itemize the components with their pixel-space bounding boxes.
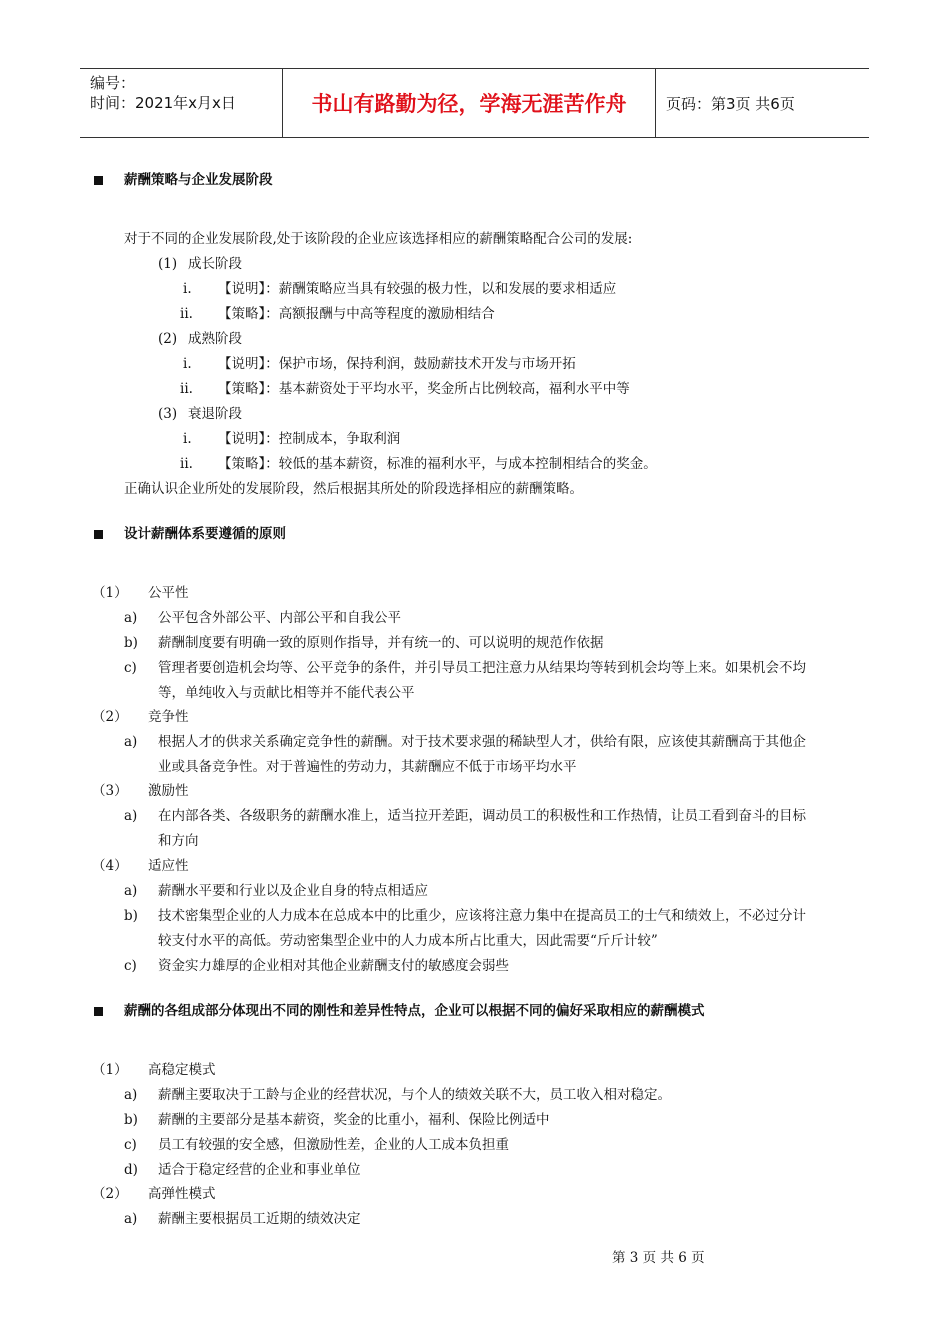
sub-item: 薪酬的主要部分是基本薪资，奖金的比重小，福利、保险比例适中 (158, 1112, 550, 1128)
page-footer: 第 3 页 共 6 页 (612, 1250, 705, 1266)
list-item: 高稳定模式 (148, 1062, 216, 1078)
sub-item: 【说明】：薪酬策略应当具有较强的极力性，以和发展的要求相适应 (218, 281, 617, 297)
list-number: (3) (158, 406, 178, 422)
list-item: 激励性 (148, 783, 189, 799)
sub-item: 【策略】：较低的基本薪资，标准的福利水平，与成本控制相结合的奖金。 (218, 456, 657, 472)
sub-marker: b) (124, 908, 138, 924)
sub-marker: i. (183, 281, 192, 297)
section-title: 薪酬的各组成部分体现出不同的刚性和差异性特点，企业可以根据不同的偏好采取相应的薪酬模式 (124, 1003, 705, 1019)
list-number: （2） (92, 1186, 128, 1202)
list-number: （3） (92, 783, 128, 799)
page-header (80, 68, 869, 138)
document-time-label: 时间：2021年x月x日 (90, 94, 236, 112)
sub-marker: ii. (180, 306, 193, 322)
list-item: 公平性 (148, 585, 189, 601)
sub-item: 适合于稳定经营的企业和事业单位 (158, 1162, 361, 1178)
list-number: （1） (92, 1062, 128, 1078)
paragraph: 正确认识企业所处的发展阶段，然后根据其所处的阶段选择相应的薪酬策略。 (124, 481, 583, 497)
document-number-label: 编号： (90, 74, 136, 92)
list-item: 成长阶段 (188, 256, 242, 272)
sub-marker: c) (124, 660, 137, 676)
sub-marker: a) (124, 1211, 138, 1227)
sub-item: 员工有较强的安全感，但激励性差，企业的人工成本负担重 (158, 1137, 509, 1153)
sub-marker: c) (124, 958, 137, 974)
sub-marker: a) (124, 1087, 138, 1103)
sub-marker: b) (124, 635, 138, 651)
list-item: 衰退阶段 (188, 406, 242, 422)
sub-item: 公平包含外部公平、内部公平和自我公平 (158, 610, 401, 626)
sub-item: 薪酬主要取决于工龄与企业的经营状况，与个人的绩效关联不大，员工收入相对稳定。 (158, 1087, 671, 1103)
sub-item: 技术密集型企业的人力成本在总成本中的比重少，应该将注意力集中在提高员工的士气和绩效上，不必过分计 (158, 908, 806, 924)
sub-item: 管理者要创造机会均等、公平竞争的条件，并引导员工把注意力从结果均等转到机会均等上来。如果机会不均 (158, 660, 806, 676)
list-number: (1) (158, 256, 178, 272)
list-item: 竞争性 (148, 709, 189, 725)
header-motto: 书山有路勤为径，学海无涯苦作舟 (283, 69, 656, 137)
section-bullet-icon (94, 176, 103, 185)
section-title: 薪酬策略与企业发展阶段 (124, 172, 273, 188)
header-page-label: 页码：第3页 共6页 (666, 94, 795, 113)
sub-item: 根据人才的供求关系确定竞争性的薪酬。对于技术要求强的稀缺型人才，供给有限，应该使其薪酬高于其他企 (158, 734, 806, 750)
sub-marker: i. (183, 431, 192, 447)
sub-item: 薪酬制度要有明确一致的原则作指导，并有统一的、可以说明的规范作依据 (158, 635, 604, 651)
list-number: (2) (158, 331, 178, 347)
list-number: （2） (92, 709, 128, 725)
sub-marker: ii. (180, 381, 193, 397)
section-bullet-icon (94, 530, 103, 539)
list-item: 适应性 (148, 858, 189, 874)
section-bullet-icon (94, 1007, 103, 1016)
sub-marker: a) (124, 883, 138, 899)
sub-item: 在内部各类、各级职务的薪酬水准上，适当拉开差距，调动员工的积极性和工作热情，让员工看到奋斗的目标 (158, 808, 806, 824)
sub-item: 【说明】：控制成本，争取利润 (218, 431, 401, 447)
sub-item: 薪酬主要根据员工近期的绩效决定 (158, 1211, 361, 1227)
sub-marker: a) (124, 808, 138, 824)
sub-marker: b) (124, 1112, 138, 1128)
list-item: 成熟阶段 (188, 331, 242, 347)
sub-marker: a) (124, 610, 138, 626)
list-item: 高弹性模式 (148, 1186, 216, 1202)
sub-item: 【策略】：基本薪资处于平均水平，奖金所占比例较高，福利水平中等 (218, 381, 630, 397)
list-number: （1） (92, 585, 128, 601)
sub-item-continued: 和方向 (158, 833, 199, 849)
header-left-cell (80, 69, 283, 137)
section-title: 设计薪酬体系要遵循的原则 (124, 526, 286, 542)
sub-item-continued: 等，单纯收入与贡献比相等并不能代表公平 (158, 685, 415, 701)
sub-item: 【说明】：保护市场，保持利润，鼓励薪技术开发与市场开拓 (218, 356, 576, 372)
sub-item-continued: 业或具备竞争性。对于普遍性的劳动力，其薪酬应不低于市场平均水平 (158, 759, 577, 775)
sub-marker: i. (183, 356, 192, 372)
sub-marker: d) (124, 1162, 138, 1178)
sub-item: 资金实力雄厚的企业相对其他企业薪酬支付的敏感度会弱些 (158, 958, 509, 974)
sub-item-continued: 较支付水平的高低。劳动密集型企业中的人力成本所占比重大，因此需要“斤斤计较” (158, 933, 658, 949)
sub-item: 薪酬水平要和行业以及企业自身的特点相适应 (158, 883, 428, 899)
sub-marker: ii. (180, 456, 193, 472)
list-number: （4） (92, 858, 128, 874)
sub-item: 【策略】：高额报酬与中高等程度的激励相结合 (218, 306, 495, 322)
sub-marker: a) (124, 734, 138, 750)
paragraph: 对于不同的企业发展阶段,处于该阶段的企业应该选择相应的薪酬策略配合公司的发展: (124, 231, 633, 247)
sub-marker: c) (124, 1137, 137, 1153)
